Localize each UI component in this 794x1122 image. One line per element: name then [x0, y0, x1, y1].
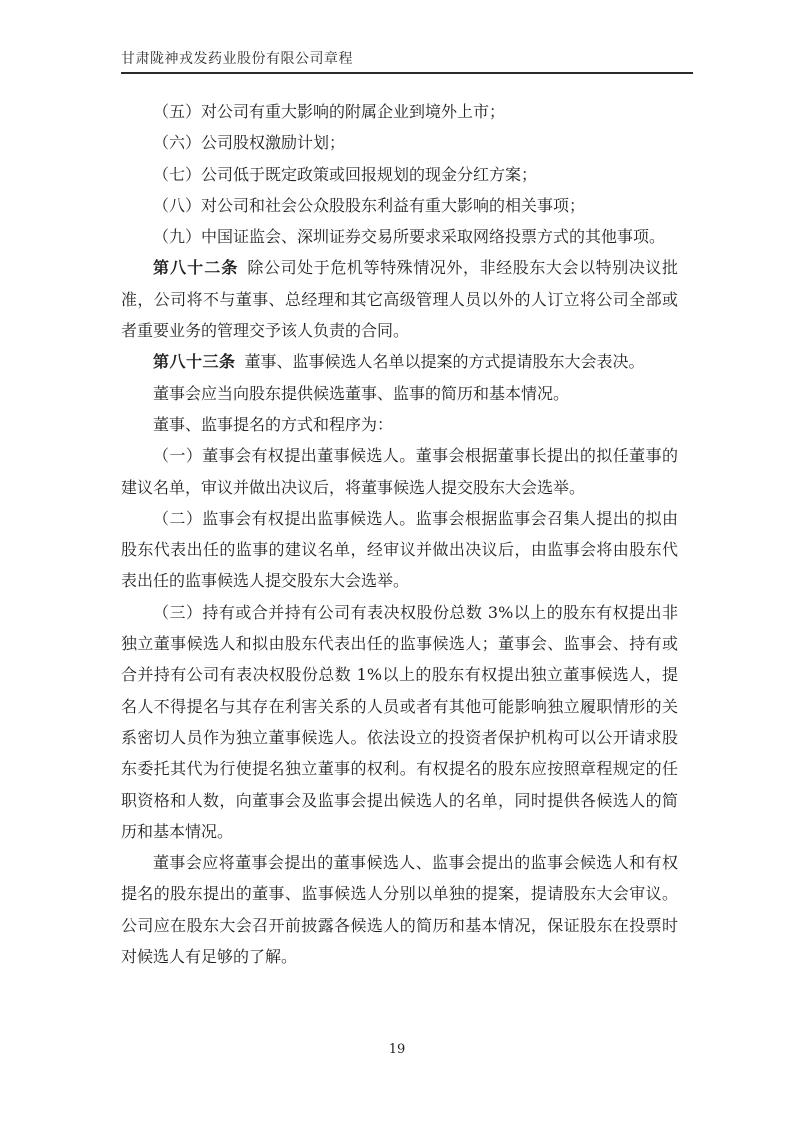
nomination-item-3: （三）持有或合并持有公司有表决权股份总数 3%以上的股东有权提出非独立董事候选人和拟由股东代表出任的监事候选人；董事会、监事会、持有或合并持有公司有表决权股份总数 1%以上的股东有权提出独立董事候选人，提名人不得提名与其存在利害关系的人员或者有其他可能影响独立履职情形的关系密切人员作为独立董事候选人。依法设立的投资者保护机构可以公开请求股东委托其代为行使提名独立董事的权利。有权提名的股东应按照章程规定的任职资格和人数，向董事会及监事会提出候选人的名单，同时提供各候选人的简历和基本情况。	[121, 602, 678, 841]
article-82	[121, 252, 678, 346]
nomination-item-1: （一）董事会有权提出董事候选人。董事会根据董事长提出的拟任董事的建议名单，审议并做出决议后，将董事候选人提交股东大会选举。	[121, 446, 678, 497]
article-83-label: 第八十三条	[153, 352, 236, 372]
page-number: 19	[388, 1042, 406, 1057]
article-82-text: 除公司处于危机等特殊情况外，非经股东大会以特别决议批准，公司将不与董事、总经理和其它高级管理人员以外的人订立将公司全部或者重要业务的管理交予该人负责的合同。	[121, 258, 678, 341]
clause-item-8: （八）对公司和社会公众股股东利益有重大影响的相关事项；	[153, 195, 586, 215]
para-proposal-disclosure: 董事会应将董事会提出的董事候选人、监事会提出的监事会候选人和有权提名的股东提出的董事、监事候选人分别以单独的提案，提请股东大会审议。公司应在股东大会召开前披露各候选人的简历和基本情况，保证股东在投票时对候选人有足够的了解。	[121, 853, 678, 967]
para-candidate-info: 董事会应当向股东提供候选董事、监事的简历和基本情况。	[153, 383, 570, 403]
article-83	[121, 346, 678, 377]
article-83-text: 董事、监事候选人名单以提案的方式提请股东大会表决。	[244, 352, 645, 372]
clause-item-6: （六）公司股权激励计划；	[153, 133, 346, 153]
article-82-label: 第八十二条	[153, 258, 239, 278]
nomination-item-2: （二）监事会有权提出监事候选人。监事会根据监事会召集人提出的拟由股东代表出任的监事的建议名单，经审议并做出决议后，由监事会将由股东代表出任的监事候选人提交股东大会选举。	[121, 508, 678, 591]
document-body	[121, 96, 678, 972]
document-header	[121, 49, 693, 74]
clause-item-9: （九）中国证监会、深圳证券交易所要求采取网络投票方式的其他事项。	[153, 227, 666, 247]
page-footer	[0, 1038, 794, 1057]
clause-item-5: （五）对公司有重大影响的附属企业到境外上市；	[153, 102, 506, 121]
header-title: 甘肃陇神戎发药业股份有限公司章程	[121, 51, 353, 67]
para-nomination-procedure: 董事、监事提名的方式和程序为：	[153, 414, 394, 434]
clause-item-7: （七）公司低于既定政策或回报规划的现金分红方案；	[153, 164, 538, 184]
